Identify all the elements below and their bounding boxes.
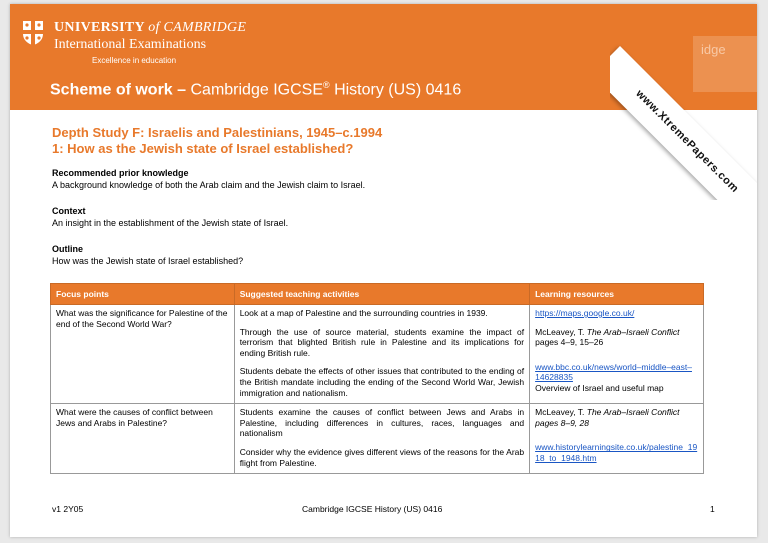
resources-cell: https://maps.google.co.uk/ McLeavey, T. The Arab–Israeli Conflict pages 4–9, 15–26 www.bbc.co.uk/news/world–middle–east–14628835 Overview of Israel and useful map	[530, 305, 704, 404]
examinations-name: International Examinations	[54, 37, 207, 52]
focus-cell: What were the causes of conflict between Jews and Arabs in Palestine?	[51, 404, 235, 474]
resources-cell	[530, 404, 704, 474]
activities-cell: Look at a map of Palestine and the surrounding countries in 1939. Through the use of source material, students examine the impact of terrorism that blighted British rule in Palestine and its implications for ending British rule. Students debate the effects of other issues that contributed to the ending of the British mandate including the ending of the Second World War, Jewish immigration and nationalism.	[234, 305, 529, 404]
university-name: UNIVERSITY of CAMBRIDGE	[54, 20, 247, 35]
history-learning-site-link[interactable]: www.historylearningsite.co.uk/palestine_1918_to_1948.htm	[535, 442, 698, 463]
activities-header: Suggested teaching activities	[234, 284, 529, 305]
watermark-text: www.XtremePapers.com	[633, 87, 741, 196]
background-logo-fragment: idge	[693, 36, 757, 92]
google-maps-link[interactable]: https://maps.google.co.uk/	[535, 308, 635, 318]
resources-header: Learning resources	[530, 284, 704, 305]
resource-book: McLeavey, T. The Arab–Israeli Conflict pages 4–9, 15–26	[535, 326, 680, 348]
focus-cell: What was the significance for Palestine of the end of the Second World War?	[51, 305, 235, 404]
resource-book: McLeavey, T. The Arab–Israeli Conflict pages 8–9, 28	[535, 407, 680, 428]
footer-title: Cambridge IGCSE History (US) 0416	[302, 504, 443, 514]
bbc-news-link[interactable]: www.bbc.co.uk/news/world–middle–east–14628835	[535, 361, 692, 383]
footer-version: v1 2Y05	[52, 504, 84, 514]
outline-section: Outline How was the Jewish state of Israel established?	[52, 244, 244, 266]
table-header-row	[51, 284, 704, 305]
page-title: Scheme of work – Cambridge IGCSE® History (US) 0416	[50, 80, 462, 99]
prior-knowledge-section: Recommended prior knowledge A background knowledge of both the Arab claim and the Jewish claim to Israel.	[52, 168, 366, 190]
table-row	[51, 305, 704, 404]
table-row	[51, 404, 704, 474]
watermark-ribbon	[610, 4, 757, 200]
scheme-table	[50, 283, 704, 474]
page-number: 1	[710, 504, 715, 514]
context-section: Context An insight in the establishment of the Jewish state of Israel.	[52, 206, 289, 228]
document-page	[10, 4, 757, 537]
tagline: Excellence in education	[92, 56, 177, 65]
cambridge-logo	[22, 20, 247, 70]
crest-icon	[22, 20, 44, 46]
focus-points-header: Focus points	[51, 284, 235, 305]
activities-cell: Students examine the causes of conflict between Jews and Arabs in Palestine, including differences in cultures, races, languages and nationalism Consider why the evidence gives different views of the reasons for the Arab flight from Palestine.	[234, 404, 529, 474]
depth-study-heading: Depth Study F: Israelis and Palestinians, 1945–c.1994 1: How as the Jewish state of Israel established?	[52, 125, 383, 156]
